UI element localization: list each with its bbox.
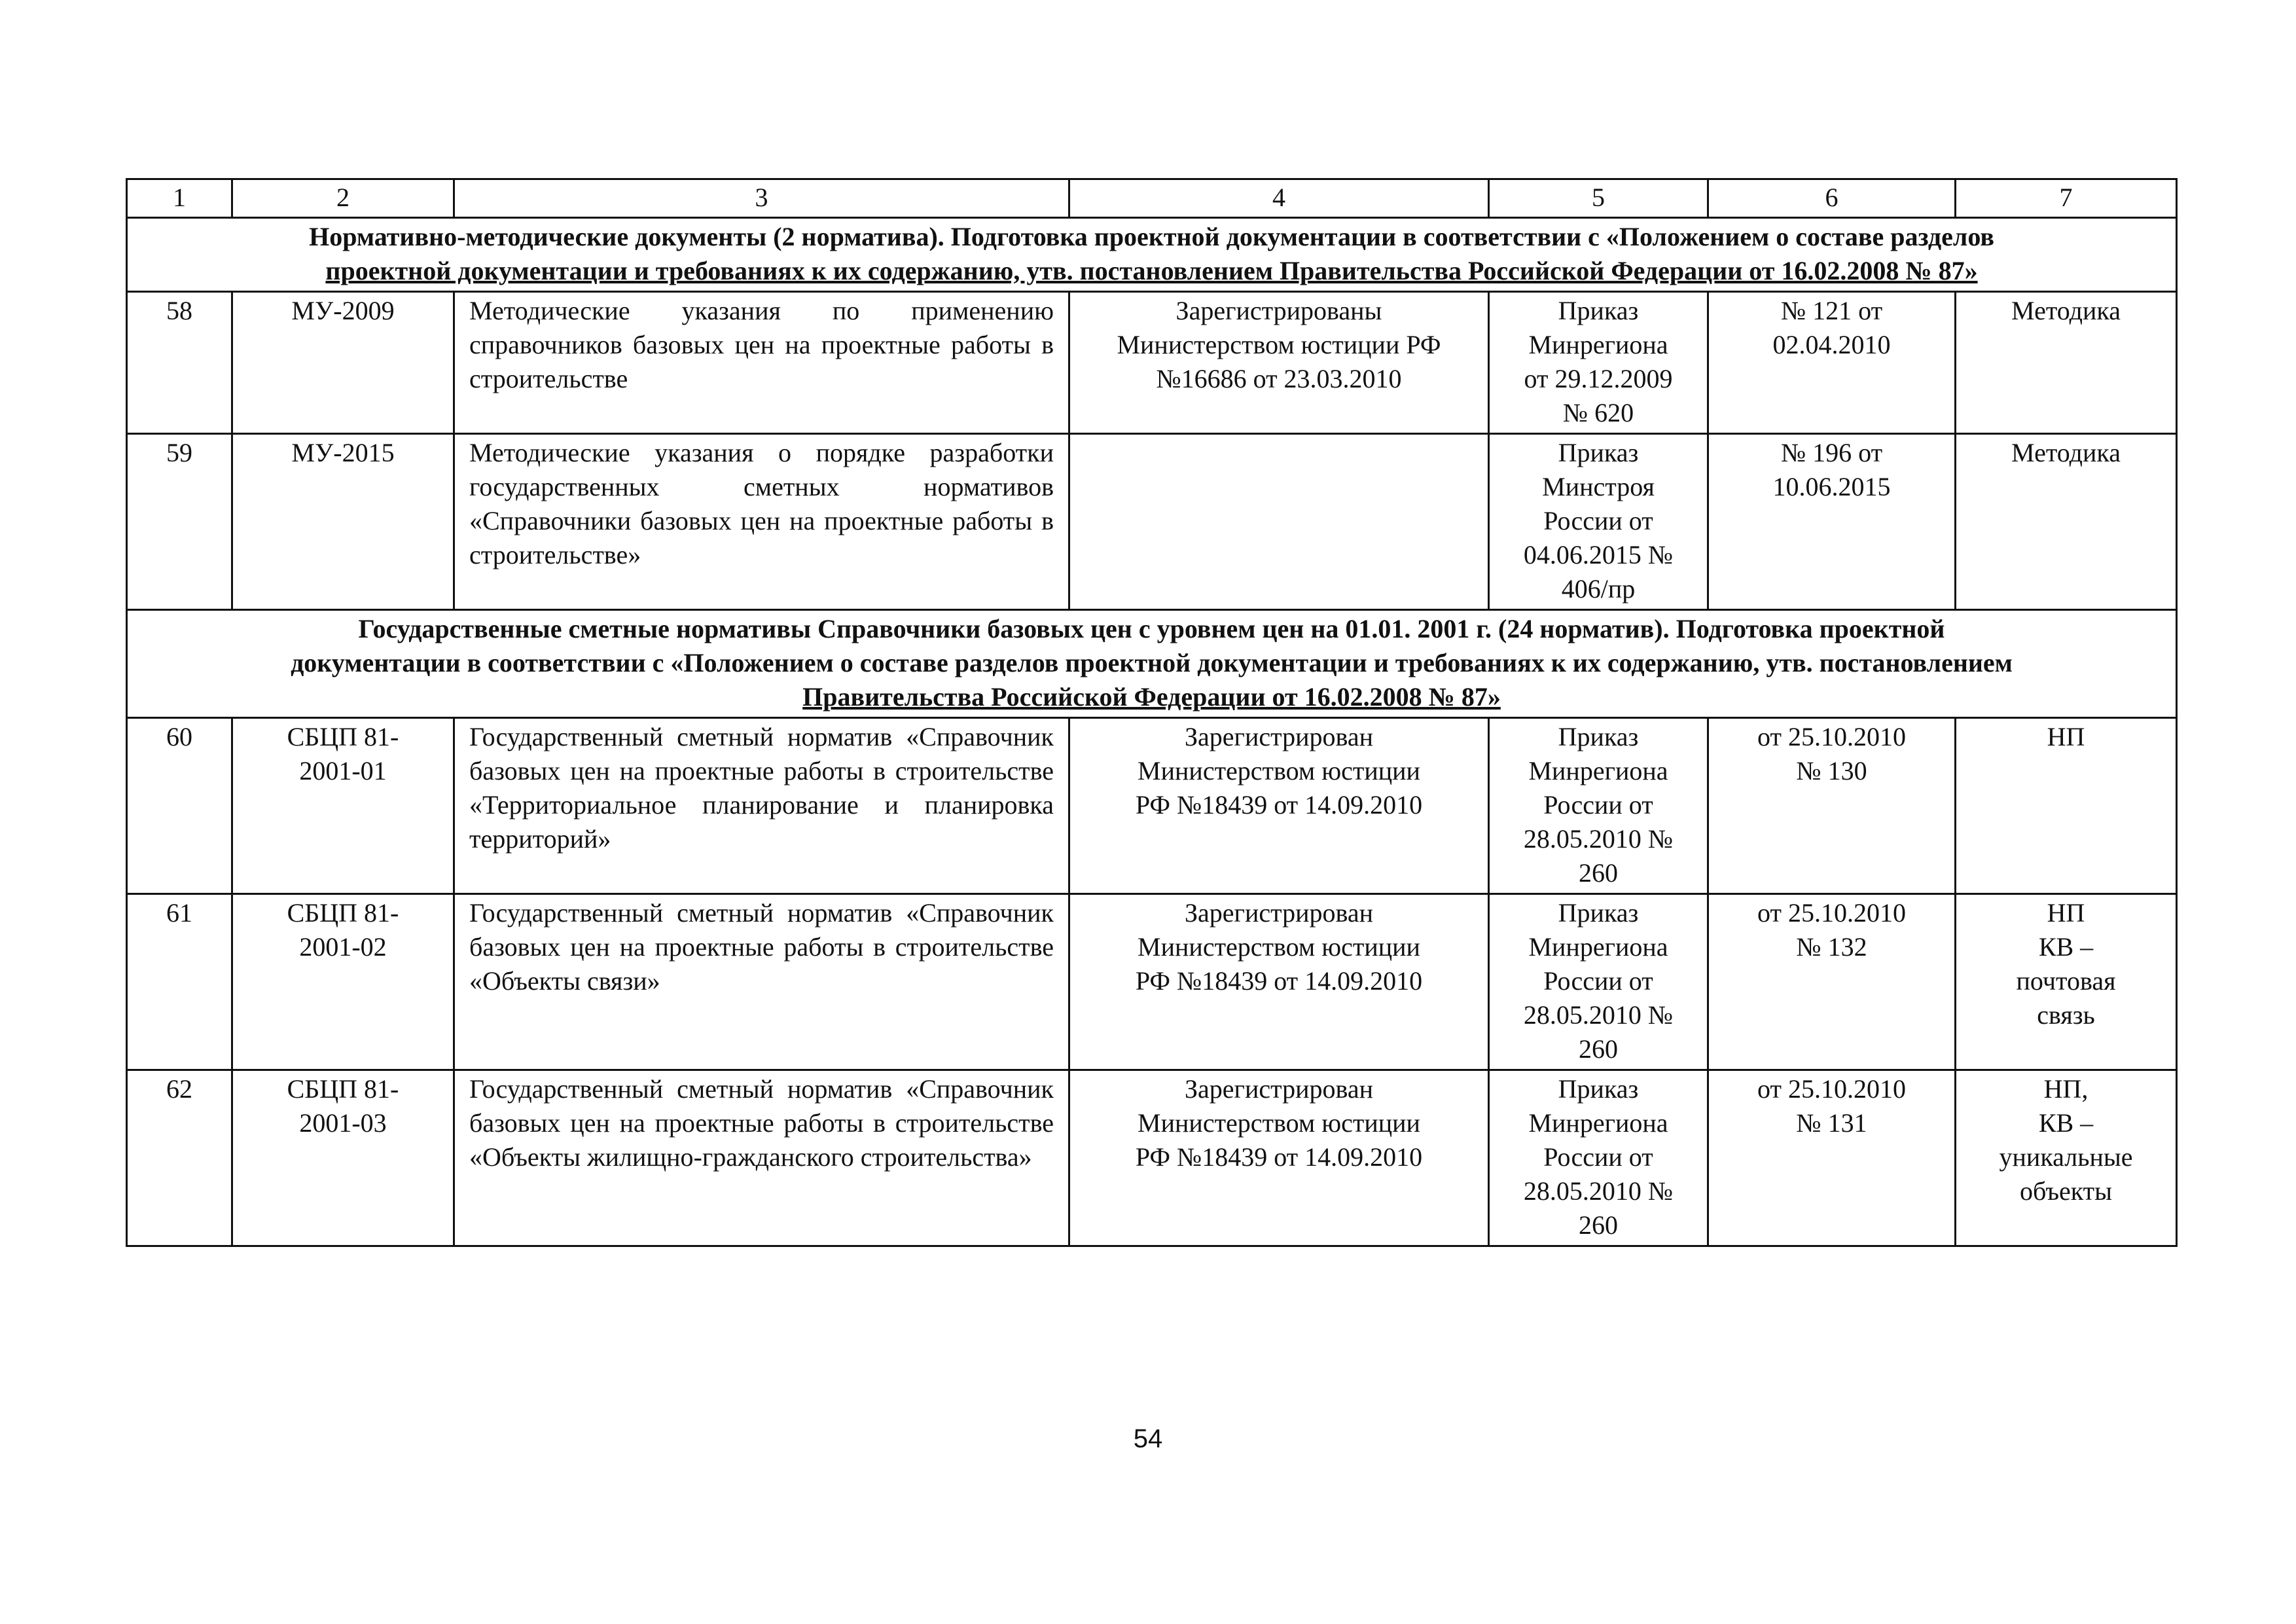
page-number: 54 xyxy=(1133,1424,1163,1453)
registration-info: Зарегистрирован Министерством юстиции РФ №18439 от 14.09.2010 xyxy=(1069,718,1489,894)
row-number: 58 xyxy=(127,292,232,434)
section-title-line: Нормативно-методические документы (2 норматива). Подготовка проектной документации в соответствии с «Положением о составе разделов xyxy=(309,222,1994,251)
registration-info: Зарегистрирован Министерством юстиции РФ №18439 от 14.09.2010 xyxy=(1069,894,1489,1070)
registration-info: Зарегистрированы Министерством юстиции РФ №16686 от 23.03.2010 xyxy=(1069,292,1489,434)
document-code: СБЦП 81- 2001-01 xyxy=(232,718,454,894)
letter-number: от 25.10.2010 № 130 xyxy=(1708,718,1956,894)
column-number-5: 5 xyxy=(1489,179,1708,218)
approval-order: Приказ Минрегиона России от 28.05.2010 № 260 xyxy=(1489,718,1708,894)
approval-order: Приказ Минрегиона России от 28.05.2010 № 260 xyxy=(1489,894,1708,1070)
section-title xyxy=(127,218,2177,292)
section-title xyxy=(127,610,2177,718)
column-number-2: 2 xyxy=(232,179,454,218)
section-title-line: Государственные сметные нормативы Справочники базовых цен с уровнем цен на 01.01. 2001 г. (24 норматив). Подготовка проектной xyxy=(358,614,1945,643)
document-code: СБЦП 81- 2001-03 xyxy=(232,1070,454,1246)
document-code: МУ-2009 xyxy=(232,292,454,434)
document-name: Государственный сметный норматив «Справочник базовых цен на проектные работы в строительстве «Объекты связи» xyxy=(454,894,1069,1070)
section-heading-methodical xyxy=(127,218,2177,292)
document-code: МУ-2015 xyxy=(232,434,454,610)
table-row xyxy=(127,1070,2177,1246)
document-status: НП КВ – почтовая связь xyxy=(1956,894,2177,1070)
section-title-line: документации в соответствии с «Положением о составе разделов проектной документации и требованиях к их содержанию, утв. постановлением xyxy=(291,648,2013,677)
approval-order: Приказ Минрегиона России от 28.05.2010 № 260 xyxy=(1489,1070,1708,1246)
document-status: Методика xyxy=(1956,292,2177,434)
table-row xyxy=(127,894,2177,1070)
letter-number: от 25.10.2010 № 132 xyxy=(1708,894,1956,1070)
column-number-3: 3 xyxy=(454,179,1069,218)
table-row xyxy=(127,292,2177,434)
column-number-1: 1 xyxy=(127,179,232,218)
letter-number: № 121 от 02.04.2010 xyxy=(1708,292,1956,434)
column-number-row xyxy=(127,179,2177,218)
row-number: 59 xyxy=(127,434,232,610)
document-name: Методические указания по применению справочников базовых цен на проектные работы в строительстве xyxy=(454,292,1069,434)
column-number-4: 4 xyxy=(1069,179,1489,218)
column-number-7: 7 xyxy=(1956,179,2177,218)
registration-info xyxy=(1069,434,1489,610)
letter-number: от 25.10.2010 № 131 xyxy=(1708,1070,1956,1246)
row-number: 61 xyxy=(127,894,232,1070)
document-status: НП, КВ – уникальные объекты xyxy=(1956,1070,2177,1246)
document-status: Методика xyxy=(1956,434,2177,610)
registration-info: Зарегистрирован Министерством юстиции РФ №18439 от 14.09.2010 xyxy=(1069,1070,1489,1246)
table-row xyxy=(127,718,2177,894)
document-name: Государственный сметный норматив «Справочник базовых цен на проектные работы в строительстве «Территориальное планирование и планировка территорий» xyxy=(454,718,1069,894)
section-title-line: Правительства Российской Федерации от 16.02.2008 № 87» xyxy=(802,682,1501,712)
row-number: 62 xyxy=(127,1070,232,1246)
column-number-6: 6 xyxy=(1708,179,1956,218)
row-number: 60 xyxy=(127,718,232,894)
document-sheet xyxy=(126,178,2176,1247)
section-heading-price-guides xyxy=(127,610,2177,718)
normatives-table xyxy=(126,178,2178,1247)
section-title-line: проектной документации и требованиях к их содержанию, утв. постановлением Правительства Российской Федерации от 16.02.2008 № 87» xyxy=(325,256,1978,285)
letter-number: № 196 от 10.06.2015 xyxy=(1708,434,1956,610)
document-code: СБЦП 81- 2001-02 xyxy=(232,894,454,1070)
table-row xyxy=(127,434,2177,610)
document-status: НП xyxy=(1956,718,2177,894)
document-name: Государственный сметный норматив «Справочник базовых цен на проектные работы в строительстве «Объекты жилищно-гражданского строительства» xyxy=(454,1070,1069,1246)
document-name: Методические указания о порядке разработки государственных сметных нормативов «Справочники базовых цен на проектные работы в строительстве» xyxy=(454,434,1069,610)
approval-order: Приказ Минстроя России от 04.06.2015 № 406/пр xyxy=(1489,434,1708,610)
approval-order: Приказ Минрегиона от 29.12.2009 № 620 xyxy=(1489,292,1708,434)
